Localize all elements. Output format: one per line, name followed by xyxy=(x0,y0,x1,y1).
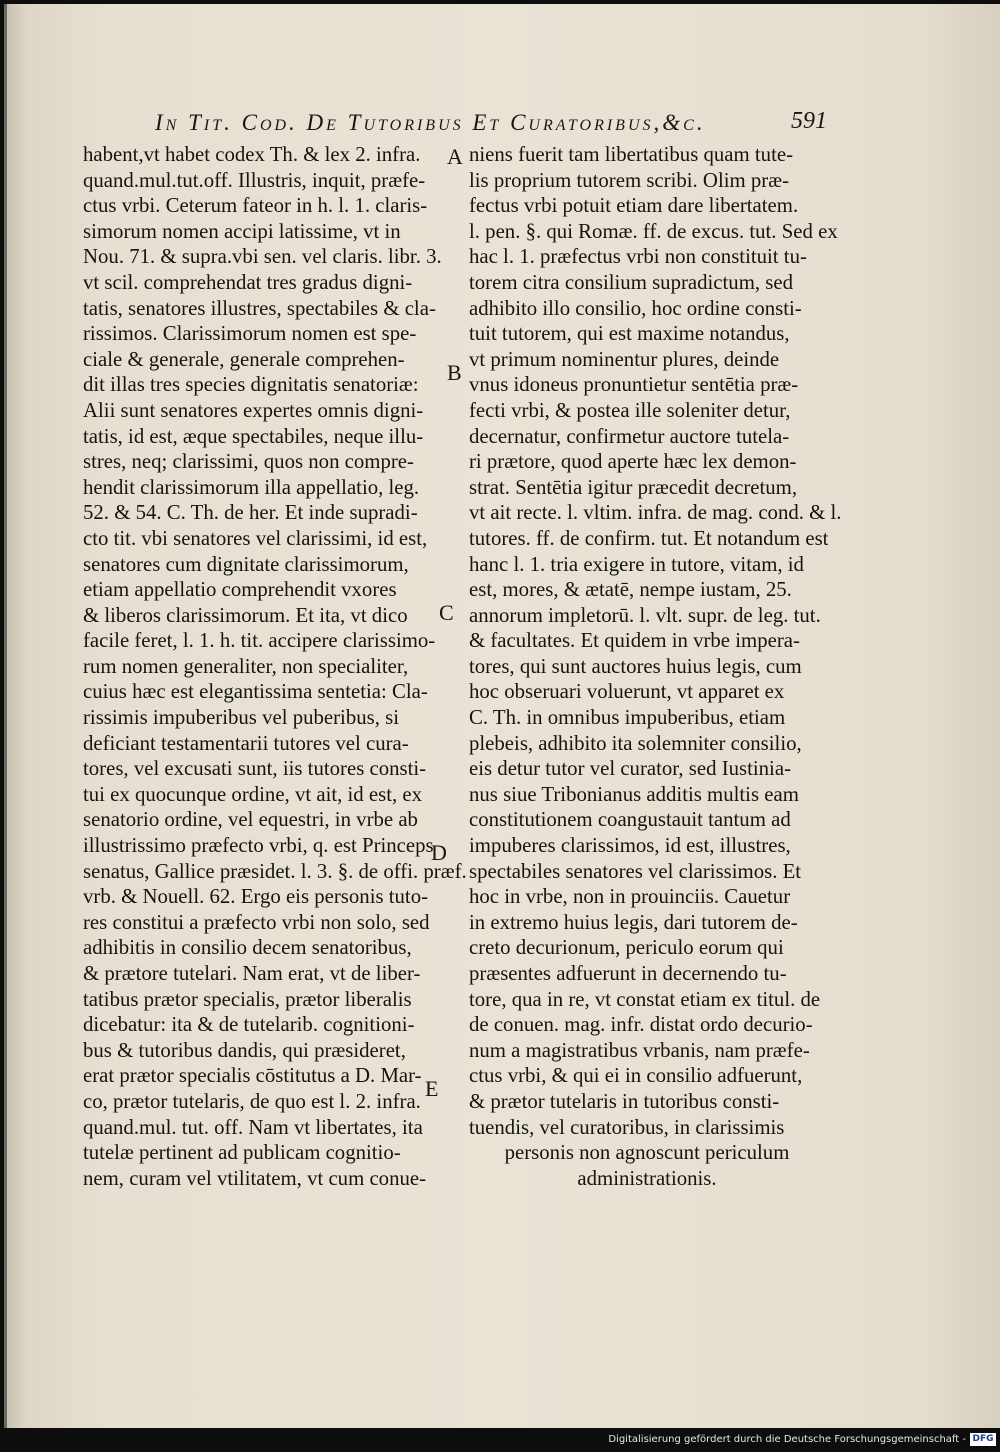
text-line: hoc obseruari voluerunt, vt apparet ex xyxy=(469,680,785,704)
text-line: senatores cum dignitate clarissimorum, xyxy=(83,552,409,576)
running-head: In Tit. Cod. De Tutoribus Et Curatoribus,&c. xyxy=(155,110,706,135)
margin-letter-b: B xyxy=(447,360,462,385)
text-line: ciale & generale, generale comprehen- xyxy=(83,347,405,371)
text-line: adhibito illo consilio, hoc ordine consti- xyxy=(469,296,802,320)
text-line: cto tit. vbi senatores vel clarissimi, id est, xyxy=(83,526,428,550)
text-line: est, mores, & ætatē, nempe iustam, 25. xyxy=(469,578,792,602)
text-line: facile feret, l. 1. h. tit. accipere clarissimo- xyxy=(83,629,436,653)
text-line: in extremo huius legis, dari tutorem de- xyxy=(469,910,798,934)
text-line: tuendis, vel curatoribus, in clarissimis xyxy=(469,1115,785,1139)
margin-letter-a: A xyxy=(447,144,463,169)
text-line: etiam appellatio comprehendit vxores xyxy=(83,578,397,602)
text-line: ctus vrbi, & qui ei in consilio adfuerunt, xyxy=(469,1064,803,1088)
text-line: illustrissimo præfecto vrbi, q. est Princeps xyxy=(83,834,434,858)
text-line: rissimis impuberibus vel puberibus, si xyxy=(83,706,399,730)
text-line: personis non agnoscunt periculum xyxy=(504,1141,790,1165)
text-line: vrb. & Nouell. 62. Ergo eis personis tuto- xyxy=(83,885,429,909)
text-line: tutelæ pertinent ad publicam cognitio- xyxy=(83,1141,401,1165)
text-line: bus & tutoribus dandis, qui præsideret, xyxy=(83,1038,406,1062)
text-line: præsentes adfuerunt in decernendo tu- xyxy=(469,962,787,985)
text-line: 52. & 54. C. Th. de her. Et inde supradi- xyxy=(83,501,418,525)
page-number: 591 xyxy=(791,108,827,134)
text-line: deficiant testamentarii tutores vel cura- xyxy=(83,731,409,755)
text-line: co, prætor tutelaris, de quo est l. 2. infra. xyxy=(83,1089,421,1113)
text-line: tutores. ff. de confirm. tut. Et notandum est xyxy=(469,526,829,550)
text-line: spectabiles senatores vel clarissimos. Et xyxy=(469,859,802,883)
text-line: torem citra consilium supradictum, sed xyxy=(469,270,794,294)
text-line: tuit tutorem, qui est maxime notandus, xyxy=(469,322,790,346)
text-line: niens fuerit tam libertatibus quam tute- xyxy=(469,143,793,166)
text-line: rum nomen generaliter, non specialiter, xyxy=(83,654,409,678)
text-line: senatorio ordine, vel equestri, in vrbe ab xyxy=(83,808,418,832)
text-line: hendit clarissimorum illa appellatio, leg. xyxy=(83,475,420,499)
text-line: ri prætore, quod aperte hæc lex demon- xyxy=(469,450,797,474)
text-line: habent,vt habet codex Th. & lex 2. infra. xyxy=(83,143,421,166)
book-page xyxy=(4,4,1000,1428)
margin-letter-d: D xyxy=(431,840,447,865)
margin-letter-c: C xyxy=(439,600,454,625)
text-line: tore, qua in re, vt constat etiam ex titul. de xyxy=(469,987,821,1011)
text-line: hoc in vrbe, non in prouinciis. Cauetur xyxy=(469,885,791,909)
left-column xyxy=(83,142,467,1191)
text-line: vt ait recte. l. vltim. infra. de mag. cond. & l. xyxy=(469,501,842,525)
text-line: nus siue Tribonianus additis multis eam xyxy=(469,782,799,806)
text-line: tatis, id est, æque spectabiles, neque illu- xyxy=(83,424,424,448)
text-line: dicebatur: ita & de tutelarib. cognitioni- xyxy=(83,1013,415,1037)
text-line: rissimos. Clarissimorum nomen est spe- xyxy=(83,322,417,346)
text-line: l. pen. §. qui Romæ. ff. de excus. tut. Sed ex xyxy=(469,219,838,243)
text-line: nem, curam vel vtilitatem, vt cum conue- xyxy=(83,1166,427,1190)
text-line: constitutionem coangustauit tantum ad xyxy=(469,808,791,832)
text-line: & liberos clarissimorum. Et ita, vt dico xyxy=(83,603,408,627)
digitization-credit: Digitalisierung gefördert durch die Deutsche Forschungsgemeinschaft - xyxy=(608,1434,966,1445)
text-line: quand.mul. tut. off. Nam vt libertates, ita xyxy=(83,1115,423,1139)
text-line: tui ex quocunque ordine, vt ait, id est, ex xyxy=(83,782,423,806)
text-line: annorum impletorū. l. vlt. supr. de leg. tut. xyxy=(469,603,821,627)
text-line: hanc l. 1. tria exigere in tutore, vitam, id xyxy=(469,552,804,576)
text-line: Nou. 71. & supra.vbi sen. vel claris. libr. 3. xyxy=(83,245,442,269)
text-line: fecti vrbi, & postea ille soleniter detur, xyxy=(469,398,791,422)
text-line: hac l. 1. præfectus vrbi non constituit tu- xyxy=(469,245,807,269)
text-line: administrationis. xyxy=(577,1166,717,1190)
text-line: ctus vrbi. Ceterum fateor in h. l. 1. claris- xyxy=(83,194,428,218)
text-line: tatibus prætor specialis, prætor liberalis xyxy=(83,987,412,1011)
text-line: tores, qui sunt auctores huius legis, cum xyxy=(469,654,802,678)
text-line: erat prætor specialis cōstitutus a D. Mar- xyxy=(83,1064,422,1088)
text-line: decernatur, confirmetur auctore tutela- xyxy=(469,424,790,448)
text-line: & facultates. Et quidem in vrbe impera- xyxy=(469,629,800,653)
text-line: de conuen. mag. infr. distat ordo decurio- xyxy=(469,1013,813,1037)
text-line: senatus, Gallice præsidet. l. 3. §. de offi. præf. xyxy=(83,859,467,883)
text-line: vt scil. comprehendat tres gradus digni- xyxy=(83,270,413,294)
text-line: vt primum nominentur plures, deinde xyxy=(469,347,780,371)
right-column xyxy=(469,142,842,1191)
page-header xyxy=(147,108,827,144)
text-line: adhibitis in consilio decem senatoribus, xyxy=(83,936,412,960)
text-line: dit illas tres species dignitatis senatoriæ: xyxy=(83,373,419,397)
text-line: fectus vrbi potuit etiam dare libertatem. xyxy=(469,194,799,218)
text-line: & prætore tutelari. Nam erat, vt de liber- xyxy=(83,962,421,985)
text-line: num a magistratibus vrbanis, nam præfe- xyxy=(469,1038,810,1062)
text-line: eis detur tutor vel curator, sed Iustinia- xyxy=(469,757,791,781)
text-line: impuberes clarissimos, id est, illustres, xyxy=(469,834,791,858)
text-line: tores, vel excusati sunt, iis tutores consti- xyxy=(83,757,427,781)
text-line: creto decurionum, periculo eorum qui xyxy=(469,936,784,960)
text-line: tatis, senatores illustres, spectabiles & cla- xyxy=(83,296,436,320)
text-line: & prætor tutelaris in tutoribus consti- xyxy=(469,1089,780,1113)
text-line: quand.mul.tut.off. Illustris, inquit, præfe- xyxy=(83,168,426,192)
margin-letter-e: E xyxy=(425,1076,439,1101)
text-line: cuius hæc est elegantissima sentetia: Cla- xyxy=(83,680,428,704)
text-line: vnus idoneus pronuntietur sentētia præ- xyxy=(469,373,799,397)
text-line: C. Th. in omnibus impuberibus, etiam xyxy=(469,706,786,730)
text-line: simorum nomen accipi latissime, vt in xyxy=(83,219,401,243)
text-line: Alii sunt senatores expertes omnis digni- xyxy=(83,398,424,422)
text-line: lis proprium tutorem scribi. Olim præ- xyxy=(469,168,790,192)
dfg-logo: DFG xyxy=(970,1433,996,1446)
text-line: stres, neq; clarissimi, quos non compre- xyxy=(83,450,414,474)
text-line: plebeis, adhibito ita solemniter consilio, xyxy=(469,731,802,755)
text-line: strat. Sentētia igitur præcedit decretum, xyxy=(469,475,798,499)
text-line: res constitui a præfecto vrbi non solo, sed xyxy=(83,910,430,934)
